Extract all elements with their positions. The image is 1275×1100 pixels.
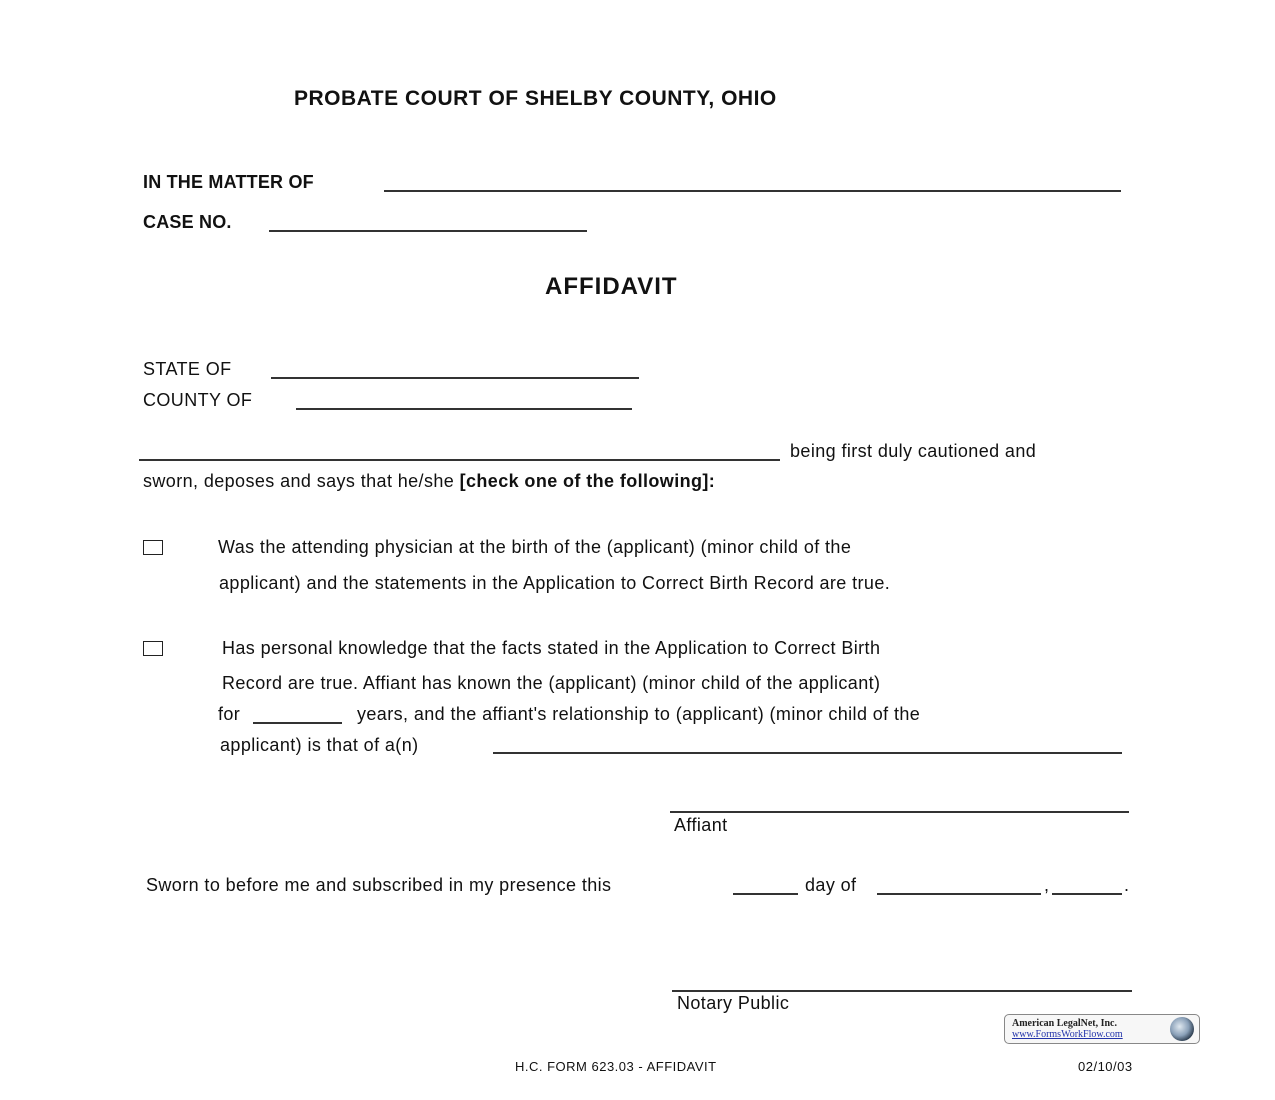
- years-known-field[interactable]: [253, 700, 342, 724]
- sworn-comma: ,: [1044, 875, 1050, 895]
- sworn-month-field[interactable]: [877, 871, 1041, 895]
- check-one-instruction: [check one of the following]:: [459, 471, 716, 491]
- notary-public-label: Notary Public: [677, 993, 790, 1013]
- option-physician-line1: Was the attending physician at the birth of the (applicant) (minor child of the: [218, 537, 852, 557]
- form-date-footer: 02/10/03: [1078, 1059, 1133, 1074]
- affiant-signature-label: Affiant: [674, 815, 728, 835]
- option-knowledge-line1: Has personal knowledge that the facts stated in the Application to Correct Birth: [222, 638, 881, 658]
- option-knowledge-line3: years, and the affiant's relationship to (applicant) (minor child of the: [357, 704, 921, 724]
- form-id-footer: H.C. FORM 623.03 - AFFIDAVIT: [515, 1059, 717, 1074]
- court-title: PROBATE COURT OF SHELBY COUNTY, OHIO: [294, 87, 777, 110]
- sworn-day-field[interactable]: [733, 871, 798, 895]
- notary-signature-line[interactable]: [672, 990, 1132, 992]
- sworn-text: Sworn to before me and subscribed in my presence this: [146, 875, 612, 895]
- case-no-label: CASE NO.: [143, 212, 232, 232]
- county-of-field[interactable]: [296, 386, 632, 410]
- option-physician-line2: applicant) and the statements in the Application to Correct Birth Record are true.: [219, 573, 891, 593]
- county-of-label: COUNTY OF: [143, 390, 253, 410]
- logo-website-link[interactable]: www.FormsWorkFlow.com: [1012, 1029, 1123, 1040]
- logo-company-name: American LegalNet, Inc.: [1012, 1018, 1117, 1029]
- option-physician-checkbox[interactable]: [143, 540, 163, 555]
- intro-line1-text: being first duly cautioned and: [790, 441, 1037, 461]
- option-personal-knowledge-checkbox[interactable]: [143, 641, 163, 656]
- relationship-field[interactable]: [493, 730, 1122, 754]
- case-no-field[interactable]: [269, 208, 587, 232]
- affiant-signature-line[interactable]: [670, 811, 1129, 813]
- american-legalnet-logo[interactable]: [1004, 1014, 1200, 1044]
- affidavit-heading: AFFIDAVIT: [545, 273, 678, 300]
- state-of-field[interactable]: [271, 355, 639, 379]
- intro-line2-text: sworn, deposes and says that he/she: [143, 471, 455, 491]
- intro-line2: [143, 471, 715, 492]
- sworn-year-field[interactable]: [1052, 871, 1122, 895]
- state-of-label: STATE OF: [143, 359, 232, 379]
- option-knowledge-line2: Record are true. Affiant has known the (applicant) (minor child of the applicant): [222, 673, 881, 693]
- in-the-matter-of-label: IN THE MATTER OF: [143, 172, 314, 192]
- affiant-name-field[interactable]: [139, 437, 780, 461]
- globe-icon: [1170, 1017, 1194, 1041]
- sworn-day-of-text: day of: [805, 875, 857, 895]
- option-knowledge-for-label: for: [218, 704, 241, 724]
- option-knowledge-line4: applicant) is that of a(n): [220, 735, 419, 755]
- sworn-period: .: [1124, 875, 1130, 895]
- in-the-matter-of-field[interactable]: [384, 168, 1121, 192]
